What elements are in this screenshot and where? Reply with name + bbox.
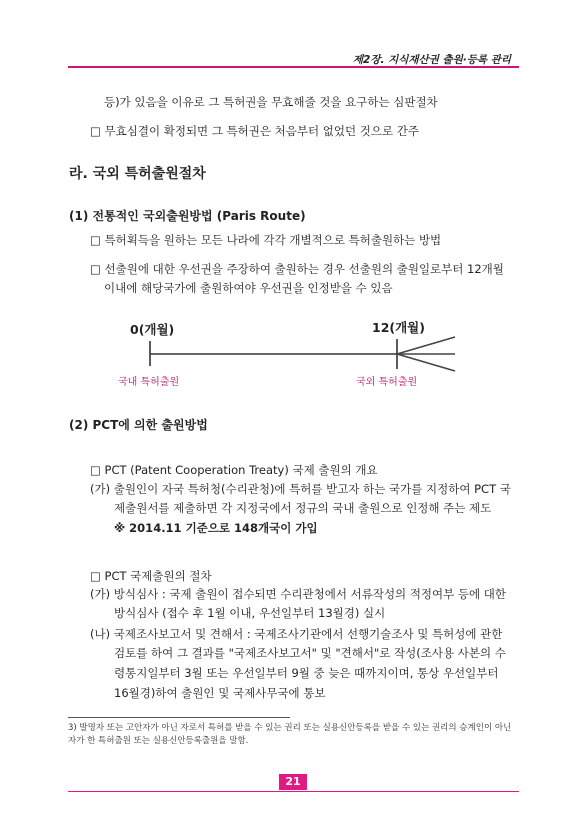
numbered-item: (가) 출원인이 자국 특허청(수리관청)에 특허를 받고자 하는 국가를 지정하여 PCT 국 [90,482,511,496]
bullet-item-continuation: 이내에 해당국가에 출원하여야 우선권을 인정받을 수 있음 [104,281,393,295]
numbered-item-continuation: 방식심사 (접수 후 1월 이내, 우선일부터 13월경) 실시 [114,606,386,620]
numbered-item-continuation: 검토를 하여 그 결과를 "국제조사보고서" 및 "견해서"로 작성(조사용 사본의 수 [114,646,506,660]
chapter-header-title: 제2장. 지식재산권 출원·등록 관리 [352,54,511,66]
note-text: ※ 2014.11 기준으로 148개국이 가입 [114,521,318,535]
numbered-item-continuation: 제출원서를 제출하면 각 지정국에서 정규의 국내 출원으로 인정해 주는 제도 [114,501,492,515]
numbered-item: (나) 국제조사보고서 및 견해서 : 국제조사기관에서 선행기술조사 및 특허성에 관한 [90,627,503,641]
footer-divider [68,791,519,792]
bullet-item: □ 선출원에 대한 우선권을 주장하여 출원하는 경우 선출원의 출원일로부터 12개월 [90,262,504,276]
numbered-item-continuation: 령통지일부터 3월 또는 우선일부터 9월 중 늦은 때까지이며, 통상 우선일부터 [114,666,499,680]
body-line: 등)가 있음을 이유로 그 특허권을 무효해줄 것을 요구하는 심판절차 [104,95,438,109]
bullet-item: □ 무효심결이 확정되면 그 특허권은 처음부터 없었던 것으로 간주 [90,124,419,138]
timeline-start-label: 0(개월) [130,322,175,337]
subsection-title: (2) PCT에 의한 출원방법 [69,418,208,432]
timeline-end-sublabel: 국외 특허출원 [356,377,418,388]
header-divider [68,66,519,68]
branch-arrow-down [397,354,455,371]
footnote-text: 3) 발명자 또는 고안자가 아닌 자로서 특허를 받을 수 있는 권리 또는 실용신안등록을 받을 수 있는 권리의 승계인이 아닌 자가 한 특허출원 또는 실용신안등록출원을 말함. [68,723,512,746]
bullet-item: □ 특허획득을 원하는 모든 나라에 각각 개별적으로 특허출원하는 방법 [90,233,442,247]
timeline-end-label: 12(개월) [372,320,425,335]
section-title: 라. 국외 특허출원절차 [69,166,206,182]
footnote-divider [68,717,290,718]
numbered-item: (가) 방식심사 : 국제 출원이 접수되면 수리관청에서 서류작성의 적정여부 등에 대한 [90,587,506,601]
subsection-title: (1) 전통적인 국외출원방법 (Paris Route) [69,209,306,223]
timeline-start-sublabel: 국내 특허출원 [118,377,180,388]
page-number: 21 [279,774,307,790]
priority-timeline-diagram [110,316,470,386]
branch-arrow-up [397,337,455,354]
bullet-item: □ PCT 국제출원의 절차 [90,569,212,583]
numbered-item-continuation: 16월경)하여 출원인 및 국제사무국에 통보 [114,686,326,700]
bullet-item: □ PCT (Patent Cooperation Treaty) 국제 출원의 개요 [90,463,378,477]
